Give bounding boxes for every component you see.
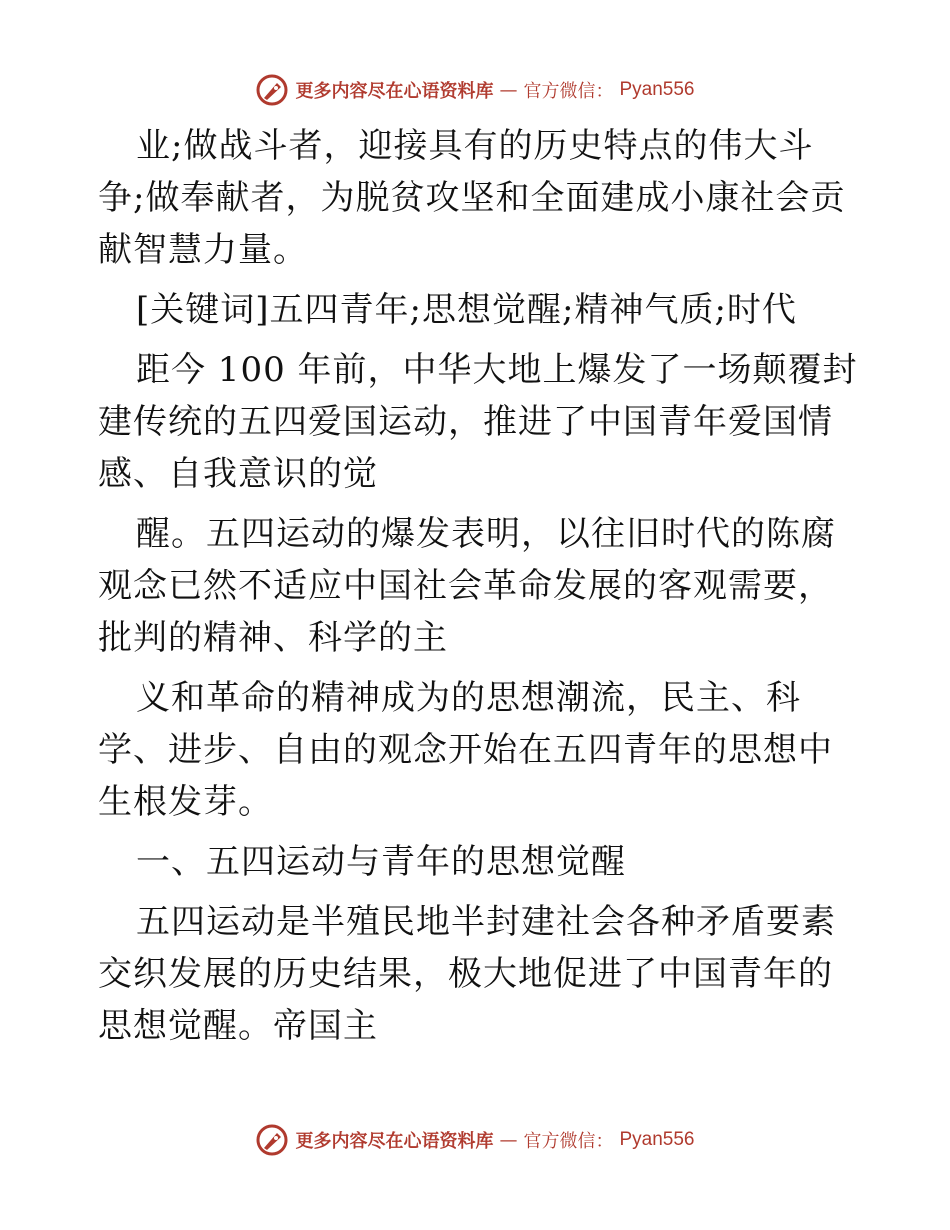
- footer-banner: [0, 1120, 950, 1160]
- banner-dash: —: [499, 79, 518, 101]
- banner-wechat-id: Pyan556: [619, 1129, 695, 1150]
- paragraph-1: 业;做战斗者，迎接具有的历史特点的伟大斗争;做奉献者，为脱贫攻坚和全面建成小康社会贡献智慧力量。: [98, 126, 846, 270]
- paragraph-3: 距今 100 年前，中华大地上爆发了一场颠覆封建传统的五四爱国运动，推进了中国青年爱国情感、自我意识的觉: [98, 350, 858, 494]
- section-heading: 一、五四运动与青年的思想觉醒: [136, 842, 626, 882]
- paragraph-4: 醒。五四运动的爆发表明，以往旧时代的陈腐观念已然不适应中国社会革命发展的客观需要，批判的精神、科学的主: [98, 514, 836, 658]
- document-body: [98, 120, 858, 1052]
- paragraph-5: 义和革命的精神成为的思想潮流，民主、科学、进步、自由的观念开始在五四青年的思想中生根发芽。: [98, 678, 833, 822]
- paragraph-7: 五四运动是半殖民地半封建社会各种矛盾要素交织发展的历史结果，极大地促进了中国青年的思想觉醒。帝国主: [98, 902, 836, 1046]
- banner-wechat-id: Pyan556: [619, 79, 695, 100]
- header-banner: [0, 70, 950, 110]
- banner-title: 更多内容尽在心语资料库: [295, 1131, 494, 1152]
- banner-dash: —: [499, 1129, 518, 1151]
- banner-title: 更多内容尽在心语资料库: [295, 81, 494, 102]
- pen-nib-logo-icon: [255, 73, 289, 107]
- banner-wechat-label: 官方微信：: [523, 1131, 614, 1152]
- keywords-line: [关键词]五四青年;思想觉醒;精神气质;时代: [136, 290, 797, 330]
- pen-nib-logo-icon: [255, 1123, 289, 1157]
- banner-wechat-label: 官方微信：: [523, 81, 614, 102]
